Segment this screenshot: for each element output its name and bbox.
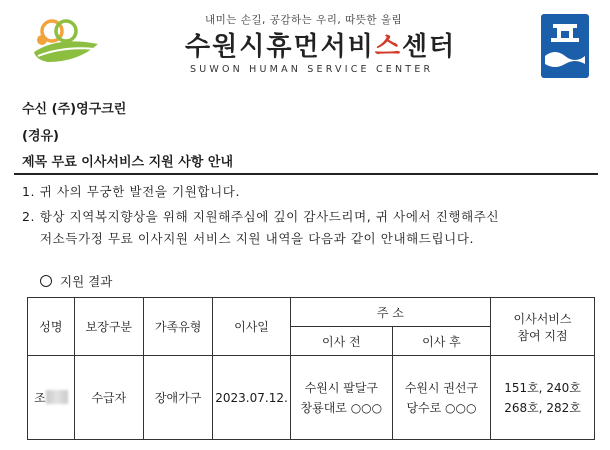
cell-family-type: 장애가구 [143, 356, 212, 440]
center-tagline: 내미는 손길, 공감하는 우리, 따뜻한 울림 [205, 14, 403, 26]
center-name-english: SUWON HUMAN SERVICE CENTER [190, 64, 434, 75]
header-name: 성명 [28, 298, 75, 356]
circle-bullet-icon [40, 275, 52, 287]
header-move-date: 이사일 [213, 298, 291, 356]
suwon-human-service-logo [28, 16, 104, 68]
cell-participating-branches: 151호, 240호 268호, 282호 [491, 356, 595, 440]
paragraph-2-line-2: 저소득가정 무료 이사지원 서비스 지원 내역을 다음과 같이 안내해드립니다. [40, 231, 475, 246]
redacted-name [46, 390, 68, 404]
paragraph-1: 1. 귀 사의 무궁한 발전을 기원합니다. [22, 184, 241, 199]
cell-move-date: 2023.07.12. [213, 356, 291, 440]
cell-address-after: 수원시 권선구 당수로 ○○○ [392, 356, 490, 440]
via-line: (경유) [22, 129, 59, 144]
header-address-after: 이사 후 [392, 327, 490, 356]
cell-name: 조 [28, 356, 75, 440]
cell-security-type: 수급자 [74, 356, 143, 440]
subject-divider [14, 173, 598, 175]
table-row [28, 356, 595, 440]
suwon-city-emblem [541, 14, 589, 78]
section-title: 지원 결과 [40, 272, 112, 290]
center-name: 수원시휴먼서비스센터 [185, 32, 457, 62]
subject-line: 제목 무료 이사서비스 지원 사항 안내 [22, 155, 233, 170]
header-participation: 이사서비스 참여 지점 [491, 298, 595, 356]
recipient-line: 수신 (주)영구크린 [22, 102, 127, 117]
header-family-type: 가족유형 [143, 298, 212, 356]
cell-address-before: 수원시 팔달구 창룡대로 ○○○ [290, 356, 392, 440]
support-result-table [27, 297, 595, 440]
paragraph-2-line-1: 2. 항상 지역복지향상을 위해 지원해주심에 깊이 감사드리며, 귀 사에서 진행해주신 [22, 209, 500, 224]
header-address-before: 이사 전 [290, 327, 392, 356]
header-address: 주 소 [290, 298, 490, 327]
header-security-type: 보장구분 [74, 298, 143, 356]
